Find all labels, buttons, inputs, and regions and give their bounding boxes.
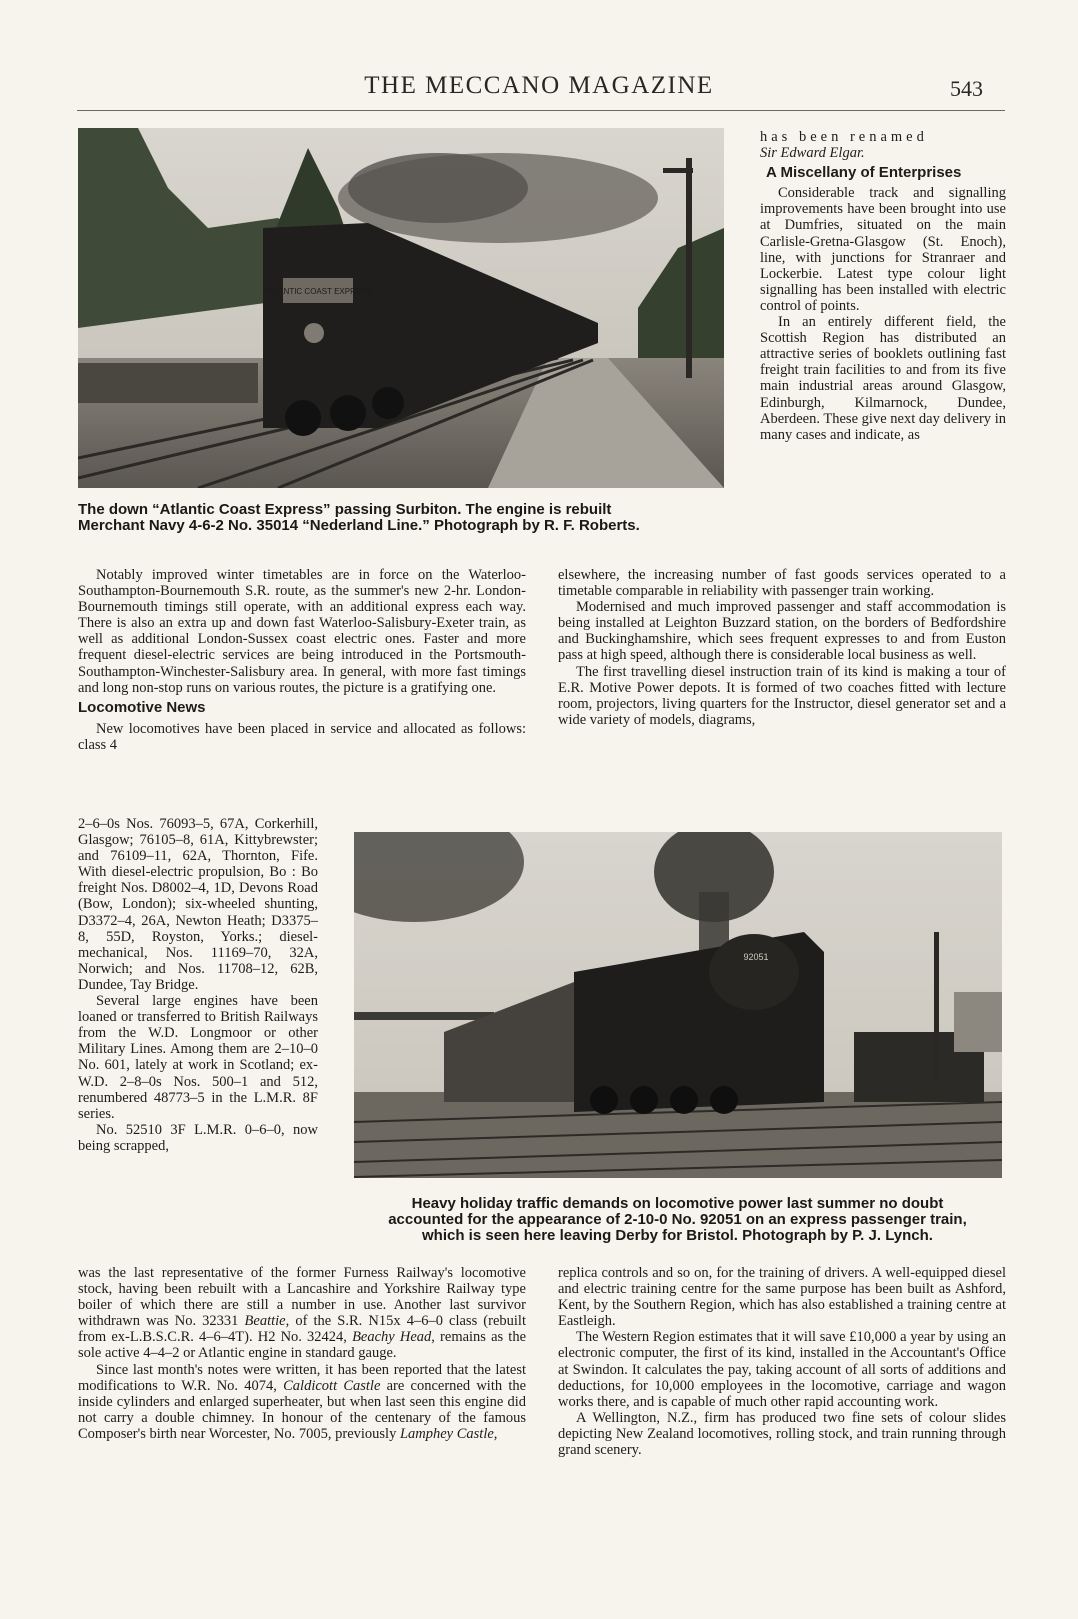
bottom-right-column <box>558 1265 1006 1458</box>
photo-92051-derby <box>354 832 1002 1178</box>
section-heading-locomotive-news: Locomotive News <box>78 698 206 716</box>
loco-name-caldicott: Caldicott Castle <box>283 1377 381 1394</box>
paragraph-leighton-buzzard: Modernised and much improved passenger and staff accommodation is being installed at Leighton Buzzard station, on the borders of Bedfordshire and Buckinghamshire, which sees frequent expresses to and from Euston pass at high speed, although there is considerable local business as well. <box>558 599 1006 664</box>
continued-paragraph: has been renamed <box>760 129 928 145</box>
paragraph-modifications-b: are concerned with the inside cylinders and enlarged superheater, but when last seen this engine did not carry a double chimney. In honour of the centenary of the famous Composer's birth near Worcester, No. 7005, previously <box>78 1377 527 1442</box>
photo-atlantic-coast-express <box>78 128 724 488</box>
paragraph-wd-engines: Several large engines have been loaned or transferred to British Railways from the W.D. Longmoor or other Military Lines. Among them are 2–10–0 No. 601, lately at work in Scotland; ex-W.D. 2–8–0s Nos. 500–1 and 512, renumbered 48773–5 in the L.M.R. 8F series. <box>78 993 318 1122</box>
paragraph-colour-slides: A Wellington, N.Z., firm has produced two fine sets of colour slides depicting New Zealand locomotives, rolling stock, and train running through grand scenery. <box>558 1409 1006 1459</box>
left-mid-column <box>78 567 526 753</box>
loco-name-beattie: Beattie <box>244 1313 286 1330</box>
paragraph-furness-a: was the last representative of the former Furness Railway's locomotive stock, having been rebuilt with a Lancashire and Yorkshire Railway type boiler of which there are still a number in use. Another last survivor withdrawn was No. 32331 <box>78 1265 526 1330</box>
section-heading-miscellany: A Miscellany of Enterprises <box>766 164 962 182</box>
paragraph-new-locomotives: New locomotives have been placed in service and allocated as follows: class 4 <box>78 720 526 753</box>
paragraph-replica-controls: replica controls and so on, for the training of drivers. A well-equipped diesel and electric training centre for the same purpose has been built as Ashford, Kent, by the Southern Region, which has also established a training centre at Eastleigh. <box>558 1265 1006 1330</box>
paragraph-allocations: 2–6–0s Nos. 76093–5, 67A, Corkerhill, Glasgow; 76105–8, 61A, Kittybrewster; and 76109–11, 62A, Thornton, Fife. With diesel-electric propulsion, Bo : Bo freight Nos. D8002–4, 1D, Devons Road (Bow, London); six-wheeled shunting, D3372–4, 26A, Newton Heath; D3375–8, 55D, Royston, Yorks.; diesel-mechanical, Nos. 11169–70, 32A, Norwich; and Nos. 11708–12, 62B, Dundee, Tay Bridge. <box>78 816 318 993</box>
paragraph-52510: No. 52510 3F L.M.R. 0–6–0, now being scrapped, <box>78 1121 318 1154</box>
paragraph-diesel-train: The first travelling diesel instruction train of its kind is making a tour of E.R. Motive Power depots. It is formed of two coaches fitted with lecture room, projectors, living quarters for the Instructor, diesel generator set and a wide variety of models, diagrams, <box>558 663 1006 728</box>
paragraph-track-improvements: Considerable track and signalling improvements have been brought into use at Dumfries, situated on the main Carlisle-Gretna-Glasgow (St. Enoch), line, with junctions for Stranraer and Lockerbie. Latest type colour light signalling has been installed with electric control of points. <box>760 185 1006 314</box>
renamed-name: Sir Edward Elgar. <box>760 145 865 162</box>
headboard-text: ATLANTIC COAST EXPRESS <box>264 287 372 296</box>
photo2-caption: Heavy holiday traffic demands on locomotive power last summer no doubt accounted for the appearance of 2-10-0 No. 92051 on an express passenger train, which is seen here leaving Derby for Bristol. Photograph by P. J. Lynch. <box>388 1195 967 1244</box>
paragraph-furness-c: , remains as the sole active 4–4–2 or Atlantic engine in standard gauge. <box>78 1329 527 1362</box>
paragraph-goods-services: elsewhere, the increasing number of fast goods services operated to a timetable comparable in reliability with passenger train working. <box>558 567 1006 600</box>
right-top-column <box>760 129 1006 443</box>
loco-name-beachy-head: Beachy Head <box>352 1329 432 1346</box>
smokebox-number: 92051 <box>743 952 769 962</box>
bottom-left-column <box>78 1265 526 1442</box>
magazine-title: THE MECCANO MAGAZINE <box>364 72 714 99</box>
paragraph-computer: The Western Region estimates that it will save £10,000 a year by using an electronic computer, the first of its kind, installed in the Accountant's Office at Swindon. It calculates the pay, taking account of all sorts of additions and deductions, for 10,000 employees in the locomotive, carriage and wagon works there, and is capable of much other rapid accounting work. <box>558 1329 1006 1410</box>
paragraph-furness-b: , of the S.R. N15x 4–6–0 class (rebuilt from ex-L.B.S.C.R. 4–6–4T). H2 No. 32424, <box>78 1313 526 1346</box>
loco-name-lamphey: Lamphey Castle, <box>399 1425 498 1442</box>
paragraph-timetables: Notably improved winter timetables are in force on the Waterloo-Southampton-Bournemouth S.R. route, as the summer's new 2-hr. London-Bournemouth timings still operate, with an additional express each way. There is also an extra up and down fast Waterloo-Salisbury-Exeter train, as well as additional London-Sussex coast electric ones. Faster and more frequent diesel-electric services are being introduced in the Portsmouth-Southampton-Winchester-Salisbury area. In general, with more fast timings and long non-stop runs on various routes, the picture is a gratifying one. <box>78 567 526 696</box>
paragraph-scottish-booklets: In an entirely different field, the Scottish Region has distributed an attractive series of booklets outlining fast freight train facilities to and from its five main industrial areas around Glasgow, Edinburgh, Kilmarnock, Dundee, Aberdeen. These give next day delivery in many cases and indicate, as <box>760 314 1006 443</box>
narrow-column <box>78 816 318 1154</box>
right-mid-column <box>558 567 1006 728</box>
page-number: 543 <box>950 76 983 101</box>
header-rule <box>77 110 1005 111</box>
photo1-caption: The down “Atlantic Coast Express” passing Surbiton. The engine is rebuilt Merchant Navy 4-6-2 No. 35014 “Nederland Line.” Photograph by R. F. Roberts. <box>78 501 640 534</box>
paragraph-modifications-a: Since last month's notes were written, it has been reported that the latest modifications to W.R. No. 4074, <box>78 1361 526 1394</box>
